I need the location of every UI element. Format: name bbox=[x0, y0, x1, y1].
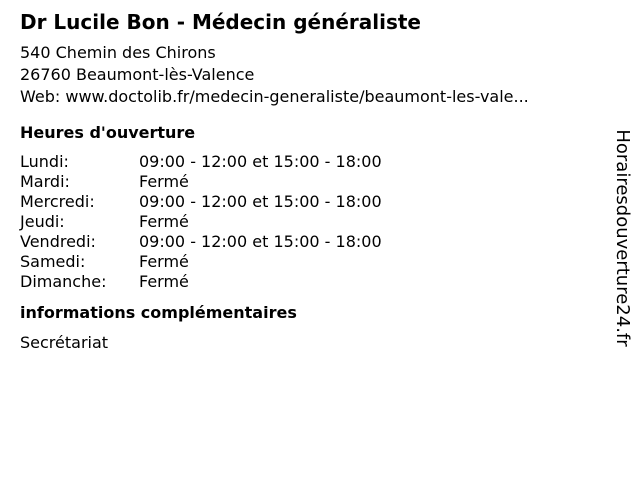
address-street: 540 Chemin des Chirons bbox=[20, 43, 216, 62]
day-hours: 09:00 - 12:00 et 15:00 - 18:00 bbox=[139, 192, 382, 211]
business-card bbox=[20, 8, 600, 354]
day-label: Jeudi: bbox=[20, 212, 65, 231]
hours-row-sunday bbox=[20, 272, 600, 292]
day-label: Dimanche: bbox=[20, 272, 107, 291]
day-label: Samedi: bbox=[20, 252, 86, 271]
day-hours: 09:00 - 12:00 et 15:00 - 18:00 bbox=[139, 152, 382, 171]
address-block bbox=[20, 42, 600, 108]
opening-hours-heading: Heures d'ouverture bbox=[20, 123, 196, 142]
day-label: Mercredi: bbox=[20, 192, 95, 211]
day-hours: Fermé bbox=[139, 252, 189, 271]
hours-row-thursday bbox=[20, 212, 600, 232]
day-hours: Fermé bbox=[139, 272, 189, 291]
hours-row-saturday bbox=[20, 252, 600, 272]
opening-hours-table bbox=[20, 152, 600, 292]
day-label: Mardi: bbox=[20, 172, 70, 191]
additional-info-text: Secrétariat bbox=[20, 333, 109, 352]
hours-row-friday bbox=[20, 232, 600, 252]
day-label: Vendredi: bbox=[20, 232, 96, 251]
day-hours: 09:00 - 12:00 et 15:00 - 18:00 bbox=[139, 232, 382, 251]
day-label: Lundi: bbox=[20, 152, 69, 171]
address-city: 26760 Beaumont-lès-Valence bbox=[20, 65, 255, 84]
day-hours: Fermé bbox=[139, 172, 189, 191]
additional-info-heading: informations complémentaires bbox=[20, 303, 297, 322]
day-hours: Fermé bbox=[139, 212, 189, 231]
hours-row-monday bbox=[20, 152, 600, 172]
hours-row-wednesday bbox=[20, 192, 600, 212]
website-link[interactable]: Web: www.doctolib.fr/medecin-generaliste/beaumont-les-vale... bbox=[20, 87, 529, 106]
page-title: Dr Lucile Bon - Médecin généraliste bbox=[20, 10, 421, 34]
site-watermark: Horairesdouverture24.fr bbox=[612, 129, 633, 347]
hours-row-tuesday bbox=[20, 172, 600, 192]
